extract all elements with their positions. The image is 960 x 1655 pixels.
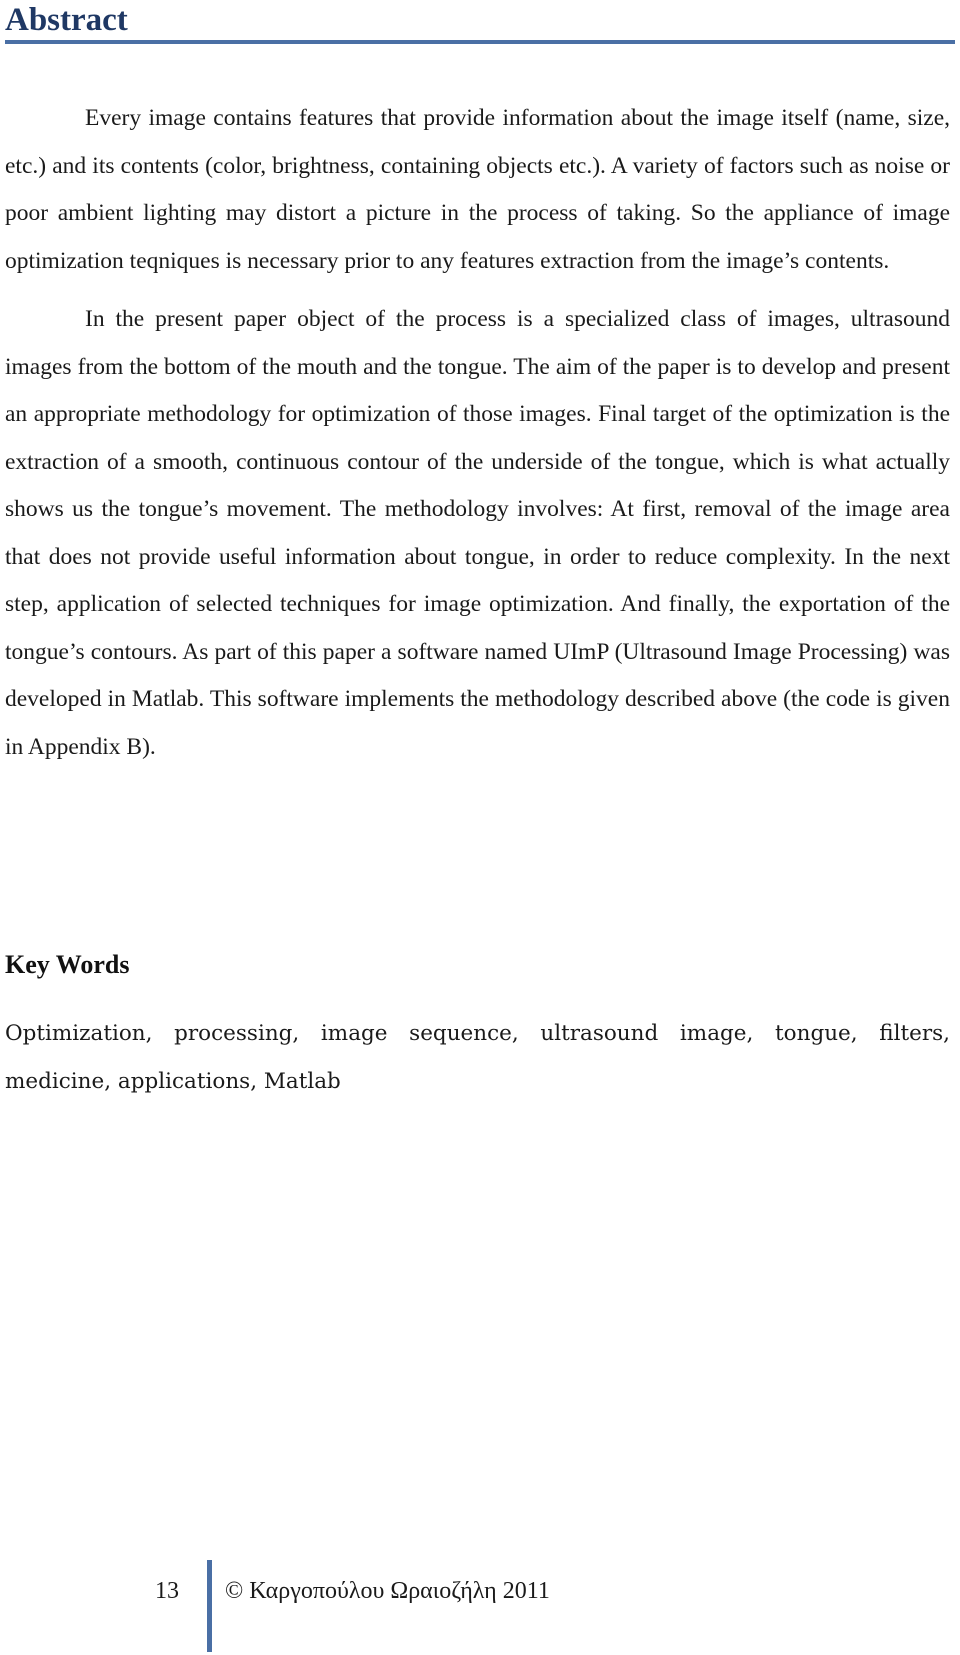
abstract-paragraph-1: Every image contains features that provide information about the image itself (name, size, etc.) and its contents (color, brightness, containing objects etc.). A variety of factors such as noise or poor ambient lighting may distort a picture in the process of taking. So the appliance of image optimization teqniques is necessary prior to any features extraction from the image’s contents.	[5, 105, 950, 274]
copyright-notice: © Καργοπούλου Ωραιοζήλη 2011	[225, 1578, 550, 1604]
keywords-text: Optimization, processing, image sequence, ultrasound image, tongue, filters, medicine, applications, Matlab	[5, 1021, 950, 1094]
page-footer	[0, 1560, 960, 1655]
footer-divider	[207, 1560, 212, 1652]
keywords-heading: Key Words	[5, 950, 130, 979]
abstract-body	[5, 95, 950, 771]
page-number: 13	[155, 1578, 179, 1604]
heading-underline	[5, 40, 955, 44]
abstract-heading: Abstract	[5, 2, 128, 38]
abstract-paragraph-2: In the present paper object of the process is a specialized class of images, ultrasound images from the bottom of the mouth and the tongue. The aim of the paper is to develop and present an appropriate methodology for optimization of those images. Final target of the optimization is the extraction of a smooth, continuous contour of the underside of the tongue, which is what actually shows us the tongue’s movement. The methodology involves: At first, removal of the image area that does not provide useful information about tongue, in order to reduce complexity. In the next step, application of selected techniques for image optimization. And finally, the exportation of the tongue’s contours. As part of this paper a software named UImP (Ultrasound Image Processing) was developed in Matlab. This software implements the methodology described above (the code is given in Appendix B).	[5, 306, 950, 760]
